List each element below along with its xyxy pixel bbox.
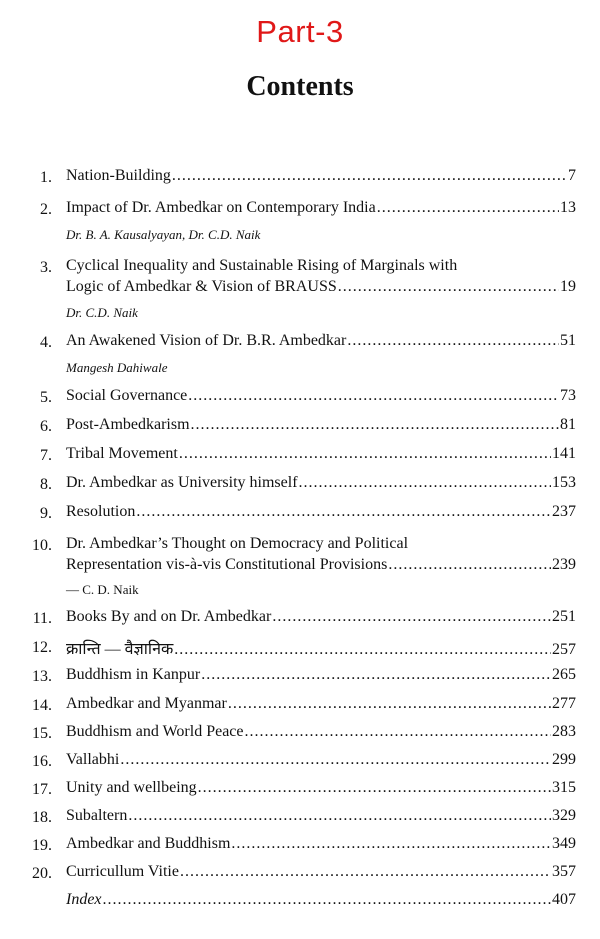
toc-entry[interactable] bbox=[66, 807, 576, 829]
toc-entry[interactable] bbox=[66, 474, 576, 496]
entry-page: 251 bbox=[552, 608, 576, 625]
entry-title: Social Governance bbox=[66, 387, 188, 404]
leader-dots bbox=[191, 416, 559, 434]
entry-title: Tribal Movement bbox=[66, 445, 178, 462]
entry-number: 15. bbox=[32, 725, 52, 742]
entry-page: 81 bbox=[560, 416, 576, 433]
entry-title: Buddhism and World Peace bbox=[66, 723, 244, 740]
entry-title: Nation-Building bbox=[66, 167, 171, 184]
entry-author: — C. D. Naik bbox=[66, 582, 139, 597]
entry-number: 13. bbox=[32, 668, 52, 685]
toc-entry[interactable] bbox=[66, 278, 576, 300]
entry-author: Dr. B. A. Kausalyayan, Dr. C.D. Naik bbox=[66, 227, 261, 242]
entry-number: 6. bbox=[40, 418, 52, 435]
entry-title: Post-Ambedkarism bbox=[66, 416, 190, 433]
entry-page: 299 bbox=[552, 751, 576, 768]
toc-entry[interactable] bbox=[66, 779, 576, 801]
entry-page: 329 bbox=[552, 807, 576, 824]
leader-dots bbox=[103, 891, 551, 909]
entry-number: 16. bbox=[32, 753, 52, 770]
entry-title-line1: Cyclical Inequality and Sustainable Rising of Marginals with bbox=[66, 257, 458, 274]
entry-number: 12. bbox=[32, 639, 52, 656]
entry-page: 315 bbox=[552, 779, 576, 796]
leader-dots bbox=[180, 863, 551, 881]
entry-page: 13 bbox=[560, 199, 576, 216]
entry-title: Logic of Ambedkar & Vision of BRAUSS bbox=[66, 278, 337, 295]
leader-dots bbox=[201, 666, 551, 684]
entry-number: 14. bbox=[32, 697, 52, 714]
entry-number: 10. bbox=[32, 537, 52, 554]
entry-title: Buddhism in Kanpur bbox=[66, 666, 201, 683]
entry-title: Unity and wellbeing bbox=[66, 779, 197, 796]
entry-title-line1: Dr. Ambedkar’s Thought on Democracy and Political bbox=[66, 535, 409, 552]
entry-title: Index bbox=[66, 891, 102, 908]
entry-page: 7 bbox=[568, 167, 576, 184]
entry-page: 283 bbox=[552, 723, 576, 740]
toc-entry[interactable] bbox=[66, 387, 576, 409]
entry-number: 4. bbox=[40, 334, 52, 351]
entry-number: 7. bbox=[40, 447, 52, 464]
entry-title: Ambedkar and Buddhism bbox=[66, 835, 231, 852]
leader-dots bbox=[347, 332, 559, 350]
entry-number: 9. bbox=[40, 505, 52, 522]
leader-dots bbox=[338, 278, 559, 296]
toc-entry[interactable] bbox=[66, 332, 576, 354]
leader-dots bbox=[174, 641, 551, 659]
entry-title: Impact of Dr. Ambedkar on Contemporary India bbox=[66, 199, 376, 216]
entry-page: 277 bbox=[552, 695, 576, 712]
entry-title: Books By and on Dr. Ambedkar bbox=[66, 608, 272, 625]
leader-dots bbox=[231, 835, 551, 853]
leader-dots bbox=[198, 779, 551, 797]
leader-dots bbox=[128, 807, 551, 825]
entry-title: Dr. Ambedkar as University himself bbox=[66, 474, 298, 491]
toc-entry[interactable] bbox=[66, 666, 576, 688]
entry-number: 19. bbox=[32, 837, 52, 854]
toc-entry[interactable] bbox=[66, 863, 576, 885]
entry-page: 153 bbox=[552, 474, 576, 491]
leader-dots bbox=[179, 445, 551, 463]
toc-entry[interactable] bbox=[66, 445, 576, 467]
toc-entry[interactable] bbox=[66, 503, 576, 525]
toc-entry[interactable] bbox=[66, 416, 576, 438]
toc-entry[interactable] bbox=[66, 608, 576, 630]
entry-page: 349 bbox=[552, 835, 576, 852]
entry-page: 73 bbox=[560, 387, 576, 404]
entry-title: An Awakened Vision of Dr. B.R. Ambedkar bbox=[66, 332, 347, 349]
entry-title: Subaltern bbox=[66, 807, 128, 824]
entry-number: 11. bbox=[32, 610, 52, 627]
entry-number: 8. bbox=[40, 476, 52, 493]
entry-number: 2. bbox=[40, 201, 52, 218]
toc-entry[interactable] bbox=[66, 835, 576, 857]
entry-page: 237 bbox=[552, 503, 576, 520]
entry-title: Ambedkar and Myanmar bbox=[66, 695, 227, 712]
entry-title: Representation vis-à-vis Constitutional Provisions bbox=[66, 556, 388, 573]
toc-entry[interactable] bbox=[66, 723, 576, 745]
entry-page: 239 bbox=[552, 556, 576, 573]
entry-number: 20. bbox=[32, 865, 52, 882]
entry-page: 19 bbox=[560, 278, 576, 295]
entry-page: 51 bbox=[560, 332, 576, 349]
leader-dots bbox=[272, 608, 551, 626]
leader-dots bbox=[228, 695, 551, 713]
leader-dots bbox=[172, 167, 567, 185]
entry-number: 17. bbox=[32, 781, 52, 798]
entry-number: 5. bbox=[40, 389, 52, 406]
entry-page: 265 bbox=[552, 666, 576, 683]
leader-dots bbox=[388, 556, 551, 574]
leader-dots bbox=[377, 199, 559, 217]
contents-heading: Contents bbox=[246, 71, 354, 102]
leader-dots bbox=[299, 474, 551, 492]
entry-title: Curricullum Vitie bbox=[66, 863, 179, 880]
toc-entry[interactable] bbox=[66, 637, 576, 659]
entry-page: 141 bbox=[552, 445, 576, 462]
entry-page: 407 bbox=[552, 891, 576, 908]
entry-number: 18. bbox=[32, 809, 52, 826]
leader-dots bbox=[120, 751, 551, 769]
leader-dots bbox=[188, 387, 559, 405]
entry-title: Resolution bbox=[66, 503, 136, 520]
entry-title: क्रान्ति — वैज्ञानिक bbox=[66, 641, 174, 658]
toc-entry[interactable] bbox=[66, 167, 576, 189]
toc-entry-index[interactable] bbox=[66, 891, 576, 913]
leader-dots bbox=[136, 503, 551, 521]
toc-entry[interactable] bbox=[66, 556, 576, 578]
entry-author: Dr. C.D. Naik bbox=[66, 305, 138, 320]
toc-entry[interactable] bbox=[66, 695, 576, 717]
toc-entry[interactable] bbox=[66, 751, 576, 773]
leader-dots bbox=[245, 723, 552, 741]
entry-page: 257 bbox=[552, 641, 576, 658]
toc-entry[interactable] bbox=[66, 199, 576, 221]
entry-title: Vallabhi bbox=[66, 751, 120, 768]
part-label: Part-3 bbox=[256, 14, 344, 49]
entry-page: 357 bbox=[552, 863, 576, 880]
entry-number: 3. bbox=[40, 259, 52, 276]
entry-author: Mangesh Dahiwale bbox=[66, 360, 168, 375]
entry-number: 1. bbox=[40, 169, 52, 186]
